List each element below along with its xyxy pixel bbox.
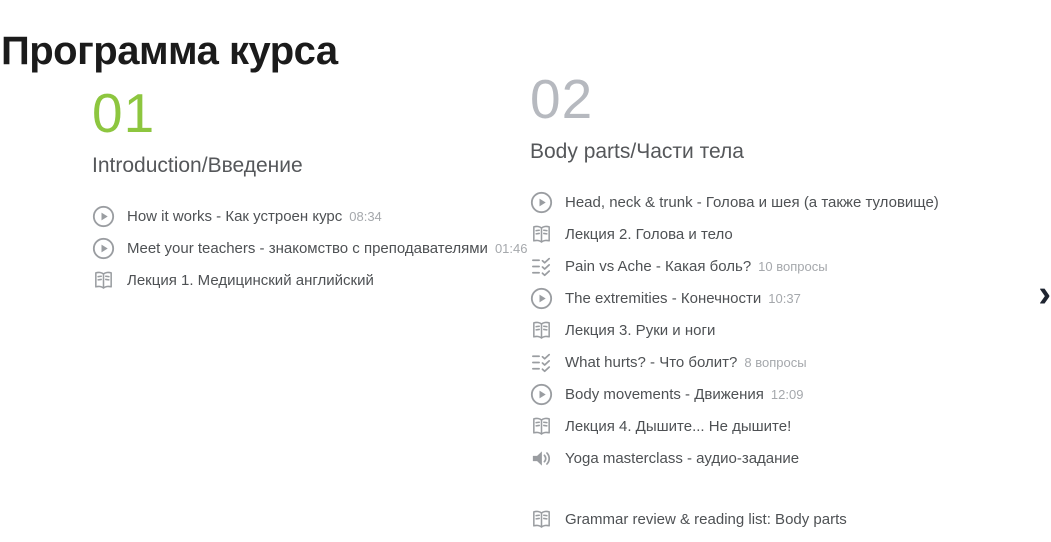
lesson-row[interactable] bbox=[530, 378, 1025, 410]
lesson-title: Лекция 3. Руки и ноги bbox=[565, 321, 716, 339]
book-icon bbox=[530, 415, 553, 438]
lesson-duration: 10:37 bbox=[768, 290, 801, 306]
lesson-question-count: 8 вопросы bbox=[744, 354, 807, 370]
lesson-row[interactable] bbox=[92, 200, 517, 232]
lesson-title: Лекция 2. Голова и тело bbox=[565, 225, 733, 243]
carousel-next-arrow[interactable]: › bbox=[1038, 273, 1051, 315]
play-icon bbox=[530, 383, 553, 406]
lesson-row[interactable] bbox=[530, 410, 1025, 442]
lesson-row[interactable] bbox=[530, 314, 1025, 346]
lesson-title: Grammar review & reading list: Body parts bbox=[565, 510, 847, 528]
lesson-list bbox=[92, 200, 528, 296]
lesson-row[interactable] bbox=[530, 442, 1025, 474]
lesson-row[interactable] bbox=[530, 218, 1025, 250]
play-icon bbox=[530, 191, 553, 214]
lesson-duration: 12:09 bbox=[770, 386, 804, 402]
module-section-02 bbox=[530, 68, 1025, 535]
lesson-title: Head, neck & trunk - Голова и шея (а также туловище) bbox=[565, 193, 939, 211]
book-icon bbox=[530, 508, 553, 531]
lesson-title: How it works - Как устроен курс bbox=[127, 207, 343, 225]
play-icon bbox=[92, 205, 115, 228]
lesson-title: Лекция 4. Дышите... Не дышите! bbox=[565, 417, 792, 435]
lesson-row[interactable] bbox=[92, 232, 528, 264]
lesson-row[interactable] bbox=[530, 503, 1025, 535]
book-icon bbox=[530, 319, 553, 342]
play-icon bbox=[530, 287, 553, 310]
lesson-title: Yoga masterclass - аудио-задание bbox=[565, 449, 800, 467]
lesson-title: Лекция 1. Медицинский английский bbox=[127, 271, 374, 289]
book-icon bbox=[530, 223, 553, 246]
lesson-row[interactable] bbox=[530, 282, 1025, 314]
module-title: Body parts/Части тела bbox=[530, 140, 744, 163]
play-icon bbox=[92, 237, 115, 260]
book-icon bbox=[92, 269, 115, 292]
lesson-title: Body movements - Движения bbox=[565, 385, 764, 403]
quiz-icon bbox=[530, 255, 553, 278]
lesson-row[interactable] bbox=[530, 346, 1025, 378]
module-number: 02 bbox=[530, 68, 594, 130]
lesson-duration: 01:46 bbox=[494, 240, 528, 256]
lesson-question-count: 10 вопросы bbox=[758, 258, 828, 274]
audio-icon bbox=[530, 447, 553, 470]
lesson-row[interactable] bbox=[92, 264, 517, 296]
lesson-title: The extremities - Конечности bbox=[565, 289, 762, 307]
lesson-row[interactable] bbox=[530, 250, 1025, 282]
lesson-row[interactable] bbox=[530, 186, 1025, 218]
module-section-01 bbox=[92, 82, 528, 296]
module-title: Introduction/Введение bbox=[92, 154, 303, 177]
lesson-title: Meet your teachers - знакомство с преподавателями bbox=[127, 239, 488, 257]
lesson-list bbox=[530, 186, 1025, 535]
lesson-title: What hurts? - Что болит? bbox=[565, 353, 738, 371]
module-number: 01 bbox=[92, 82, 156, 144]
page-title: Программа курса bbox=[1, 28, 338, 73]
lesson-duration: 08:34 bbox=[349, 208, 382, 224]
quiz-icon bbox=[530, 351, 553, 374]
lesson-title: Pain vs Ache - Какая боль? bbox=[565, 257, 752, 275]
